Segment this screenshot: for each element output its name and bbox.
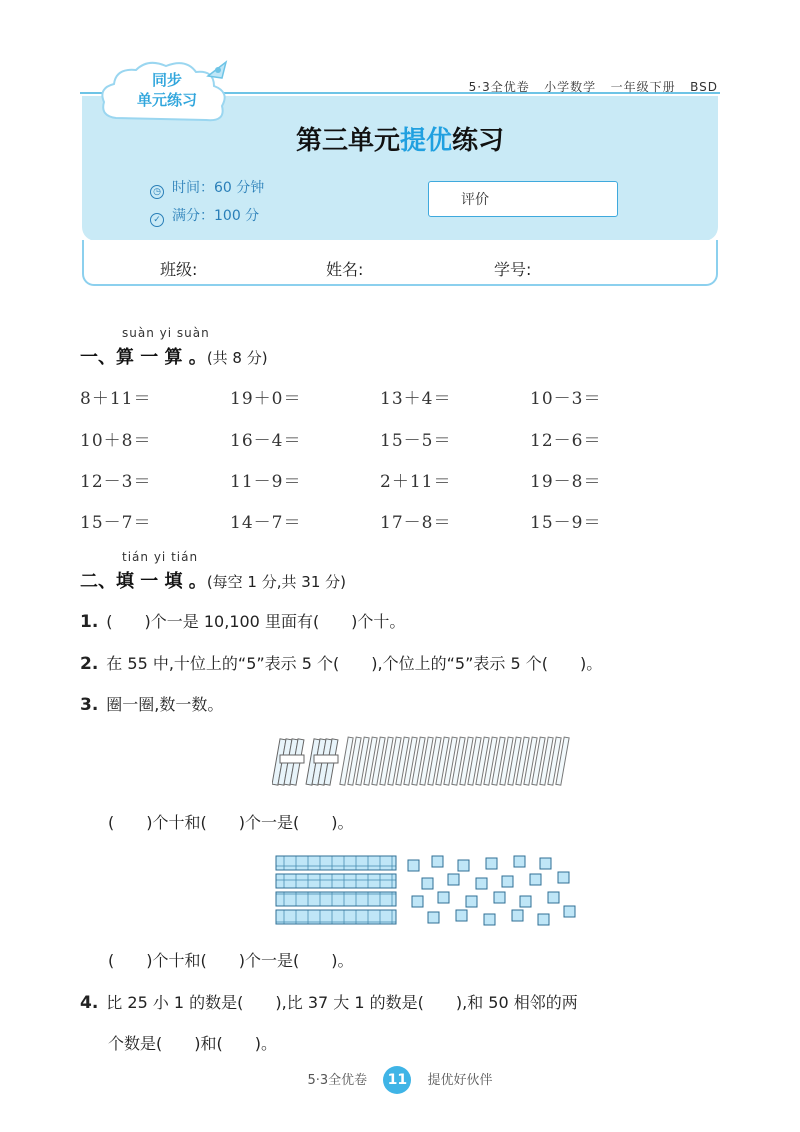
ten-rod-icon — [276, 856, 396, 924]
clock-icon: ◷ — [150, 185, 164, 199]
question-3: 3. 圈一圈,数一数。 — [80, 695, 224, 715]
question-3-blank-a[interactable]: ( )个十和( )个一是( )。 — [108, 813, 354, 832]
question-3-blank-b[interactable]: ( )个十和( )个一是( )。 — [108, 951, 354, 970]
counting-sticks-figure — [272, 733, 582, 789]
stick-bundle-icon — [306, 739, 338, 785]
footer-slogan: 提优好伙伴 — [427, 1073, 493, 1088]
section1-pinyin: suàn yi suàn — [122, 326, 210, 340]
equation: 8＋11＝ — [80, 389, 152, 409]
stick-bundle-icon — [272, 739, 304, 785]
footer-series: 5·3全优卷 — [307, 1073, 368, 1088]
equation: 15－9＝ — [530, 513, 602, 533]
equation: 15－5＝ — [380, 431, 452, 451]
equation: 10－3＝ — [530, 389, 602, 409]
question-1: 1. ( )个一是 10,100 里面有( )个十。 — [80, 612, 406, 632]
page-title: 第三单元提优练习 — [295, 126, 505, 156]
class-field[interactable]: 班级: — [160, 260, 198, 279]
section2-pinyin: tián yi tián — [122, 550, 199, 564]
equation: 14－7＝ — [230, 513, 302, 533]
equation: 16－4＝ — [230, 431, 302, 451]
check-icon: ✓ — [150, 213, 164, 227]
section1-heading: 一、算 一 算 。(共 8 分) — [80, 347, 268, 368]
series-info: 5·3全优卷 小学数学 一年级下册 BSD — [468, 80, 718, 94]
equation: 2＋11＝ — [380, 472, 452, 492]
evaluation-box[interactable]: 评价 — [428, 181, 618, 217]
unit-cube-icon — [408, 856, 575, 925]
student-id-field[interactable]: 学号: — [494, 260, 532, 279]
score-info: ✓ 满分：100 分 — [150, 205, 259, 227]
equation: 13＋4＝ — [380, 389, 452, 409]
equation: 19－8＝ — [530, 472, 602, 492]
time-info: ◷ 时间：60 分钟 — [150, 177, 264, 199]
page-footer — [0, 1066, 800, 1094]
equation: 12－6＝ — [530, 431, 602, 451]
single-sticks-icon — [340, 737, 569, 785]
equation: 12－3＝ — [80, 472, 152, 492]
badge-text: 同步 单元练习 — [136, 71, 197, 109]
question-2: 2. 在 55 中,十位上的“5”表示 5 个( ),个位上的“5”表示 5 个( )。 — [80, 654, 603, 674]
equation: 10＋8＝ — [80, 431, 152, 451]
page-number: 11 — [383, 1066, 411, 1094]
equation: 17－8＝ — [380, 513, 452, 533]
equation: 19＋0＝ — [230, 389, 302, 409]
question-4-line2: 个数是( )和( )。 — [108, 1034, 277, 1053]
base-ten-blocks-figure — [272, 852, 582, 932]
question-4: 4. 比 25 小 1 的数是( ),比 37 大 1 的数是( ),和 50 相邻的两 — [80, 993, 578, 1013]
section2-heading: 二、填 一 填 。(每空 1 分,共 31 分) — [80, 571, 346, 592]
name-field[interactable]: 姓名: — [326, 260, 364, 279]
equation: 11－9＝ — [230, 472, 302, 492]
equation: 15－7＝ — [80, 513, 152, 533]
